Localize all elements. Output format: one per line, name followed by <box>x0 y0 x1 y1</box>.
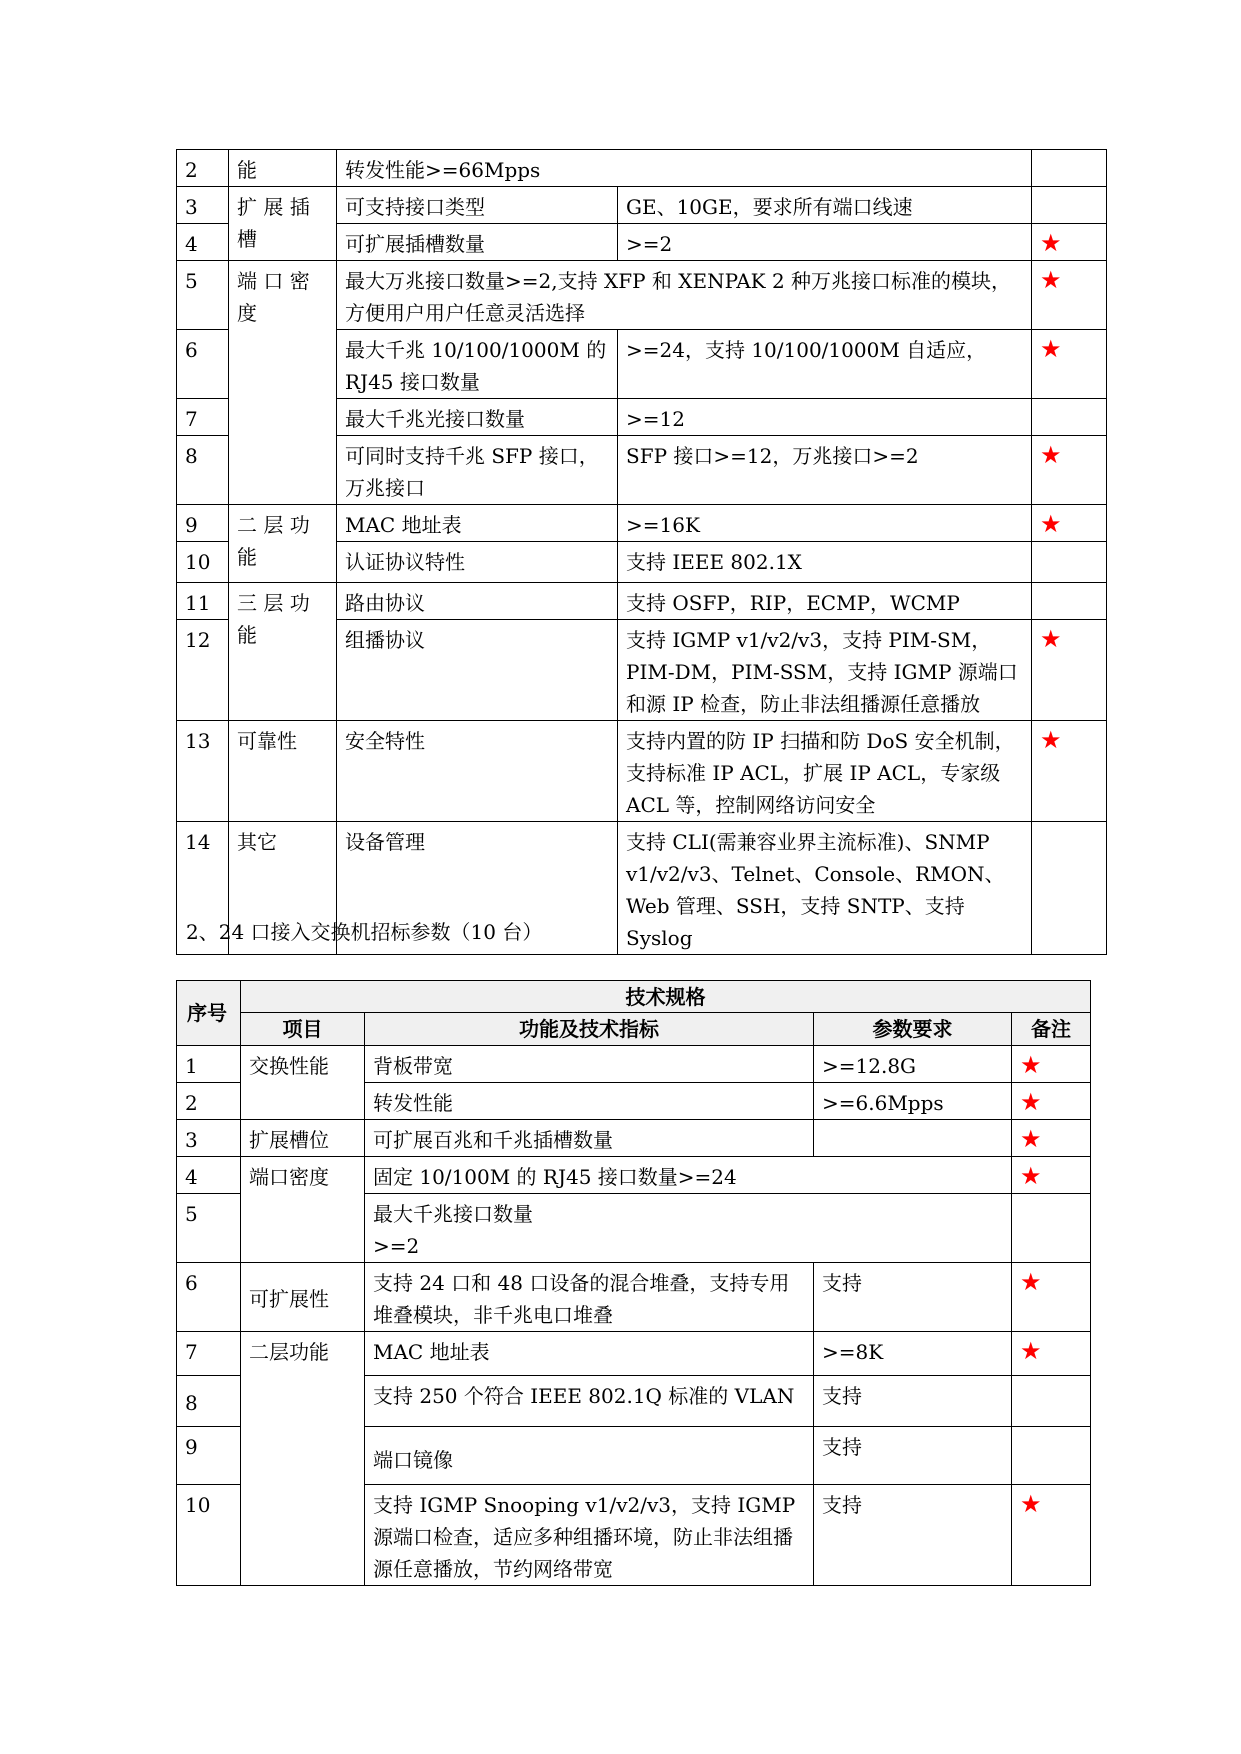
note-cell <box>1032 436 1107 505</box>
row-number: 11 <box>177 583 229 620</box>
function-cell: MAC 地址表 <box>365 1332 814 1376</box>
function-text: 最大千兆接口数量 <box>373 1202 533 1226</box>
note-cell <box>1032 330 1107 399</box>
spec-table-access-switch <box>176 980 1091 1586</box>
note-cell <box>1032 187 1107 224</box>
row-number: 10 <box>177 1485 241 1586</box>
requirement-cell: >=16K <box>618 505 1032 542</box>
item-cell: 可靠性 <box>229 721 337 822</box>
star-icon: ★ <box>1040 510 1062 538</box>
table-row <box>177 1263 1091 1332</box>
requirement-cell: >=12.8G <box>814 1046 1012 1083</box>
row-number: 12 <box>177 620 229 721</box>
function-cell: 固定 10/100M 的 RJ45 接口数量>=24 <box>365 1157 1012 1194</box>
note-cell <box>1012 1376 1091 1427</box>
item-cell: 端口密度 <box>241 1157 365 1263</box>
requirement-cell: 支持 <box>814 1427 1012 1485</box>
star-icon: ★ <box>1020 1337 1042 1365</box>
row-number: 3 <box>177 187 229 224</box>
header-requirement: 参数要求 <box>814 1013 1012 1046</box>
note-cell <box>1032 721 1107 822</box>
row-number: 5 <box>177 261 229 330</box>
header-seq: 序号 <box>177 981 241 1046</box>
star-icon: ★ <box>1020 1125 1042 1153</box>
note-cell <box>1032 822 1107 955</box>
function-cell: 最大千兆 10/100/1000M 的 RJ45 接口数量 <box>337 330 618 399</box>
function-cell: MAC 地址表 <box>337 505 618 542</box>
function-cell: 端口镜像 <box>365 1427 814 1485</box>
item-cell: 二 层 功 能 <box>229 505 337 583</box>
requirement-cell: GE、10GE，要求所有端口线速 <box>618 187 1032 224</box>
row-number: 7 <box>177 399 229 436</box>
row-number: 9 <box>177 1427 241 1485</box>
requirement-cell: 支持 <box>814 1376 1012 1427</box>
spec-table-core-switch <box>176 149 1107 955</box>
item-cell: 端 口 密 度 <box>229 261 337 505</box>
row-number: 8 <box>177 436 229 505</box>
row-number: 2 <box>177 1083 241 1120</box>
requirement-cell: 支持 IEEE 802.1X <box>618 542 1032 583</box>
function-cell: 认证协议特性 <box>337 542 618 583</box>
star-icon: ★ <box>1040 266 1062 294</box>
star-icon: ★ <box>1040 441 1062 469</box>
row-number: 8 <box>177 1376 241 1427</box>
row-number: 6 <box>177 330 229 399</box>
requirement-cell: >=24，支持 10/100/1000M 自适应， <box>618 330 1032 399</box>
table-header-row <box>177 981 1091 1013</box>
note-cell <box>1032 505 1107 542</box>
table-row <box>177 1332 1091 1376</box>
row-number: 7 <box>177 1332 241 1376</box>
requirement-cell: >=8K <box>814 1332 1012 1376</box>
function-cell: 路由协议 <box>337 583 618 620</box>
star-icon: ★ <box>1040 335 1062 363</box>
star-icon: ★ <box>1020 1051 1042 1079</box>
row-number: 9 <box>177 505 229 542</box>
row-number: 1 <box>177 1046 241 1083</box>
table-row <box>177 505 1107 542</box>
row-number: 4 <box>177 224 229 261</box>
header-function: 功能及技术指标 <box>365 1013 814 1046</box>
note-cell <box>1032 542 1107 583</box>
function-cell: 可扩展插槽数量 <box>337 224 618 261</box>
note-cell <box>1012 1194 1091 1263</box>
function-cell: 支持 250 个符合 IEEE 802.1Q 标准的 VLAN <box>365 1376 814 1427</box>
star-icon: ★ <box>1040 229 1062 257</box>
requirement-text: >=2 <box>373 1234 420 1258</box>
header-note: 备注 <box>1012 1013 1091 1046</box>
star-icon: ★ <box>1040 726 1062 754</box>
requirement-cell <box>814 1120 1012 1157</box>
note-cell <box>1032 583 1107 620</box>
function-cell: 可扩展百兆和千兆插槽数量 <box>365 1120 814 1157</box>
function-cell <box>365 1194 1012 1263</box>
table-row <box>177 150 1107 187</box>
note-cell <box>1032 620 1107 721</box>
note-cell <box>1012 1157 1091 1194</box>
table-row <box>177 721 1107 822</box>
table-row <box>177 583 1107 620</box>
row-number: 5 <box>177 1194 241 1263</box>
function-cell: 支持 24 口和 48 口设备的混合堆叠，支持专用堆叠模块，非千兆电口堆叠 <box>365 1263 814 1332</box>
row-number: 10 <box>177 542 229 583</box>
note-cell <box>1012 1485 1091 1586</box>
function-cell: 设备管理 <box>337 822 618 955</box>
table-row <box>177 187 1107 224</box>
star-icon: ★ <box>1020 1162 1042 1190</box>
star-icon: ★ <box>1020 1490 1042 1518</box>
note-cell <box>1012 1046 1091 1083</box>
note-cell <box>1012 1427 1091 1485</box>
item-cell: 二层功能 <box>241 1332 365 1586</box>
item-cell: 交换性能 <box>241 1046 365 1120</box>
function-cell: 转发性能>=66Mpps <box>337 150 1032 187</box>
requirement-cell: 支持 OSFP，RIP，ECMP，WCMP <box>618 583 1032 620</box>
item-cell: 其它 <box>229 822 337 955</box>
requirement-cell: 支持 IGMP v1/v2/v3，支持 PIM-SM，PIM-DM，PIM-SSM，支持 IGMP 源端口和源 IP 检查，防止非法组播源任意播放 <box>618 620 1032 721</box>
star-icon: ★ <box>1040 625 1062 653</box>
table-row <box>177 1157 1091 1194</box>
function-cell: 安全特性 <box>337 721 618 822</box>
requirement-cell: >=6.6Mpps <box>814 1083 1012 1120</box>
function-cell: 最大千兆光接口数量 <box>337 399 618 436</box>
function-cell: 转发性能 <box>365 1083 814 1120</box>
table-row <box>177 1120 1091 1157</box>
section-heading: 2、24 口接入交换机招标参数（10 台） <box>186 920 543 944</box>
function-cell: 最大万兆接口数量>=2,支持 XFP 和 XENPAK 2 种万兆接口标准的模块，方便用户用户任意灵活选择 <box>337 261 1032 330</box>
note-cell <box>1012 1083 1091 1120</box>
row-number: 14 <box>177 822 229 955</box>
note-cell <box>1032 261 1107 330</box>
item-cell: 扩展槽位 <box>241 1120 365 1157</box>
function-cell: 支持 IGMP Snooping v1/v2/v3，支持 IGMP 源端口检查，适应多种组播环境，防止非法组播源任意播放，节约网络带宽 <box>365 1485 814 1586</box>
function-cell: 可同时支持千兆 SFP 接口，万兆接口 <box>337 436 618 505</box>
row-number: 13 <box>177 721 229 822</box>
requirement-cell: >=12 <box>618 399 1032 436</box>
note-cell <box>1012 1120 1091 1157</box>
function-cell: 背板带宽 <box>365 1046 814 1083</box>
function-cell: 组播协议 <box>337 620 618 721</box>
note-cell <box>1032 150 1107 187</box>
row-number: 3 <box>177 1120 241 1157</box>
function-cell: 可支持接口类型 <box>337 187 618 224</box>
table-row <box>177 261 1107 330</box>
note-cell <box>1032 224 1107 261</box>
table-row <box>177 1046 1091 1083</box>
requirement-cell: 支持内置的防 IP 扫描和防 DoS 安全机制，支持标准 IP ACL，扩展 IP ACL，专家级 ACL 等，控制网络访问安全 <box>618 721 1032 822</box>
note-cell <box>1032 399 1107 436</box>
star-icon: ★ <box>1020 1088 1042 1116</box>
requirement-cell: >=2 <box>618 224 1032 261</box>
item-cell: 能 <box>229 150 337 187</box>
row-number: 2 <box>177 150 229 187</box>
header-item: 项目 <box>241 1013 365 1046</box>
table-header-row <box>177 1013 1091 1046</box>
item-cell: 扩 展 插 槽 <box>229 187 337 261</box>
row-number: 4 <box>177 1157 241 1194</box>
note-cell <box>1012 1332 1091 1376</box>
note-cell <box>1012 1263 1091 1332</box>
requirement-cell: SFP 接口>=12，万兆接口>=2 <box>618 436 1032 505</box>
requirement-cell: 支持 CLI(需兼容业界主流标准)、SNMP v1/v2/v3、Telnet、Console、RMON、Web 管理、SSH，支持 SNTP、支持 Syslog <box>618 822 1032 955</box>
requirement-cell: 支持 <box>814 1485 1012 1586</box>
item-cell: 可扩展性 <box>241 1263 365 1332</box>
header-spec: 技术规格 <box>241 981 1091 1013</box>
item-cell: 三 层 功 能 <box>229 583 337 721</box>
star-icon: ★ <box>1020 1268 1042 1296</box>
requirement-cell: 支持 <box>814 1263 1012 1332</box>
row-number: 6 <box>177 1263 241 1332</box>
